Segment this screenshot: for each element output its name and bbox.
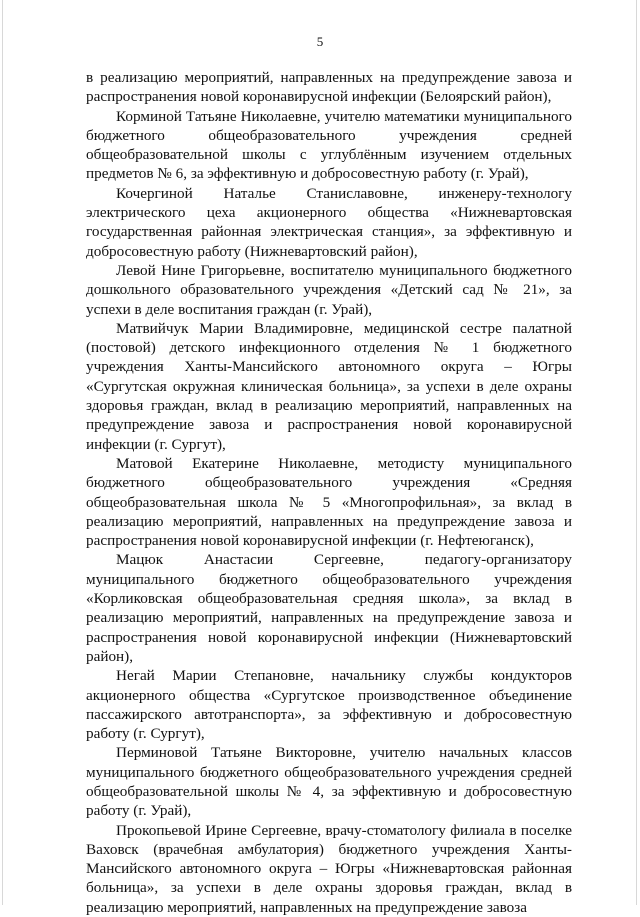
award-entry-prokopyeva: Прокопьевой Ирине Сергеевне, врачу-стоматологу филиала в поселке Ваховск (врачебная амбулатория) бюджетного учреждения Ханты-Мансийского автономного округа – Югры «Нижневартовская районная больница», за успехи в деле охраны здоровья граждан, вклад в реализацию мероприятий, направленных на предупреждение завоза [86, 821, 572, 916]
scan-edge-left [2, 0, 3, 905]
scan-edge-right [636, 0, 637, 905]
award-entry-matsyuk: Мацюк Анастасии Сергеевне, педагогу-организатору муниципального бюджетного общеобразовательного учреждения «Корликовская общеобразовательная средняя школа», за вклад в реализацию мероприятий, направленных на предупреждение завоза и распространения новой коронавирусной инфекции (Нижневартовский район), [86, 551, 572, 665]
paragraph-continuation: в реализацию мероприятий, направленных на предупреждение завоза и распространения новой коронавирусной инфекции (Белоярский район), [86, 69, 572, 106]
award-entry-negay: Негай Марии Степановне, начальнику службы кондукторов акционерного общества «Сургутское производственное объединение пассажирского автотранспорта», за эффективную и добросовестную работу (г. Сургут), [86, 667, 572, 743]
document-body [86, 68, 572, 917]
award-entry-kormina: Корминой Татьяне Николаевне, учителю математики муниципального бюджетного общеобразовательного учреждения средней общеобразовательной школы с углублённым изучением отдельных предметов № 6, за эффективную и добросовестную работу (г. Урай), [86, 107, 572, 183]
award-entry-perminova: Перминовой Татьяне Викторовне, учителю начальных классов муниципального бюджетного общеобразовательного учреждения средней общеобразовательной школы № 4, за эффективную и добросовестную работу (г. Урай), [86, 744, 572, 820]
award-entry-matova: Матовой Екатерине Николаевне, методисту муниципального бюджетного общеобразовательного учреждения «Средняя общеобразовательная школа № 5 «Многопрофильная», за вклад в реализацию мероприятий, направленных на предупреждение завоза и распространения новой коронавирусной инфекции (г. Нефтеюганск), [86, 454, 572, 550]
award-entry-matviychuk: Матвийчук Марии Владимировне, медицинской сестре палатной (постовой) детского инфекционного отделения № 1 бюджетного учреждения Ханты-Мансийского автономного округа – Югры «Сургутская окружная клиническая больница», за успехи в деле охраны здоровья граждан, вклад в реализацию мероприятий, направленных на предупреждение завоза и распространения новой коронавирусной инфекции (г. Сургут), [86, 319, 572, 453]
award-entry-levaya: Левой Нине Григорьевне, воспитателю муниципального бюджетного дошкольного образовательного учреждения «Детский сад № 21», за успехи в деле воспитания граждан (г. Урай), [86, 261, 572, 318]
page-number: 5 [316, 34, 324, 49]
award-entry-kochergina: Кочергиной Наталье Станиславовне, инженеру-технологу электрического цеха акционерного общества «Нижневартовская государственная районная электрическая станция», за эффективную и добросовестную работу (Нижневартовский район), [86, 184, 572, 260]
